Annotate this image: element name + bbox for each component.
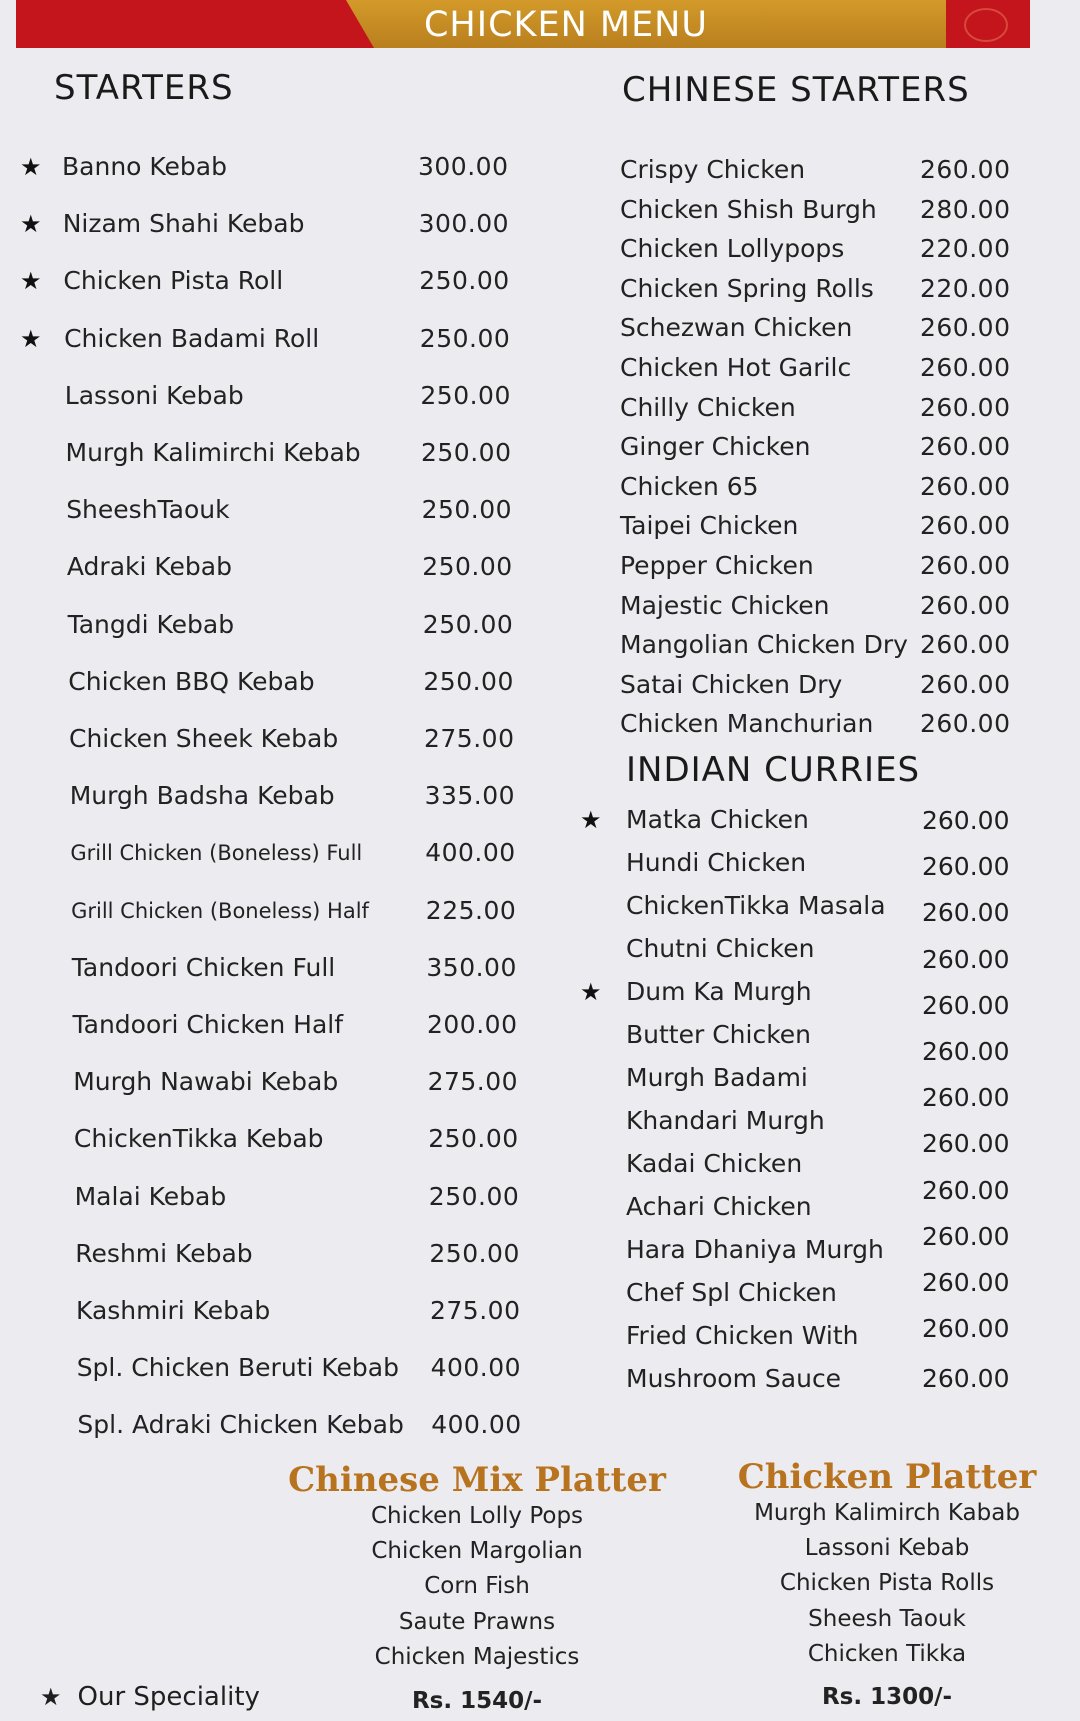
- curry-row: [0, 1230, 900, 1270]
- curry-item-price: 260.00: [922, 898, 1010, 928]
- chinese-starters-row: [0, 229, 1060, 269]
- chinese-mix-platter-item: Chicken Majestics: [374, 1643, 580, 1670]
- chinese-starters-row: [0, 308, 1060, 348]
- chinese-mix-platter-item: Chicken Margolian: [371, 1538, 583, 1565]
- starters-row: [0, 1405, 540, 1445]
- starter-item-name: SheeshTaouk: [66, 495, 230, 525]
- chinese-item-price: 260.00: [920, 313, 1011, 343]
- chinese-starters-row: [0, 665, 1060, 705]
- curry-item-name: Fried Chicken With: [626, 1321, 859, 1350]
- curry-row: [0, 1144, 900, 1184]
- chinese-mix-platter-title: Chinese Mix Platter: [288, 1460, 666, 1500]
- starter-item-price: 275.00: [427, 1067, 519, 1097]
- starter-item-price: 250.00: [419, 266, 510, 296]
- curry-item-price: 260.00: [922, 1221, 1010, 1251]
- curry-item-price: 260.00: [922, 1037, 1010, 1066]
- chinese-item-name: Schezwan Chicken: [620, 313, 853, 343]
- starter-item-price: 250.00: [420, 380, 511, 410]
- chicken-platter-item: Sheesh Taouk: [808, 1605, 966, 1632]
- starter-item-price: 400.00: [430, 1353, 522, 1383]
- starters-heading: STARTERS: [54, 68, 234, 108]
- chinese-item-name: Majestic Chicken: [620, 590, 830, 620]
- curry-row: [0, 1058, 900, 1098]
- curry-row: [0, 800, 900, 840]
- starter-item-name: Spl. Chicken Beruti Kebab: [76, 1353, 399, 1383]
- curry-item-price: 260.00: [922, 806, 1010, 835]
- curry-item-name: Kadai Chicken: [626, 1149, 803, 1178]
- curry-row: [0, 1359, 900, 1399]
- chinese-item-price: 260.00: [920, 630, 1011, 660]
- chinese-item-price: 280.00: [920, 194, 1011, 224]
- starter-item-name: Kashmiri Kebab: [76, 1296, 271, 1325]
- starter-item-price: 200.00: [427, 1010, 518, 1039]
- chinese-item-name: Mangolian Chicken Dry: [620, 630, 908, 660]
- curry-item-name: Chutni Chicken: [626, 934, 815, 963]
- starter-item-name: Reshmi Kebab: [75, 1238, 253, 1268]
- speciality-legend: [40, 1682, 260, 1712]
- starter-item-price: 400.00: [431, 1410, 522, 1440]
- starter-item-name: Lassoni Kebab: [64, 380, 244, 410]
- chinese-item-price: 260.00: [920, 353, 1011, 382]
- star-icon: ★: [20, 210, 42, 239]
- starter-item-price: 250.00: [421, 495, 513, 525]
- chinese-item-name: Satai Chicken Dry: [620, 669, 843, 699]
- chinese-item-price: 260.00: [920, 432, 1011, 462]
- starter-item-name: Tangdi Kebab: [67, 609, 235, 639]
- curry-row: [0, 1273, 900, 1313]
- curry-row: [0, 1015, 900, 1055]
- starter-item-price: 400.00: [425, 838, 516, 868]
- curry-item-price: 260.00: [922, 1314, 1010, 1344]
- starter-item-price: 250.00: [423, 666, 514, 696]
- star-icon: ★: [580, 806, 602, 834]
- starter-item-name: Murgh Kalimirchi Kebab: [65, 438, 361, 467]
- starter-item-name: Tandoori Chicken Half: [72, 1010, 344, 1039]
- starter-item-price: 250.00: [428, 1124, 519, 1154]
- curry-item-price: 260.00: [922, 1129, 1010, 1159]
- starter-item-name: Malai Kebab: [74, 1181, 227, 1211]
- curry-item-name: Mushroom Sauce: [626, 1364, 842, 1393]
- starter-item-price: 250.00: [419, 323, 511, 353]
- starter-item-price: 275.00: [430, 1296, 521, 1325]
- chinese-starters-row: [0, 467, 1060, 507]
- starter-item-name: Grill Chicken (Boneless) Full: [70, 841, 363, 866]
- chinese-starters-row: [0, 150, 1060, 190]
- curry-row: [0, 972, 900, 1012]
- starter-item-name: Chicken Sheek Kebab: [69, 724, 339, 753]
- starter-item-price: 350.00: [426, 952, 517, 982]
- curry-item-name: Hara Dhaniya Murgh: [626, 1235, 884, 1264]
- curry-item-price: 260.00: [922, 944, 1010, 974]
- curry-row: [0, 1187, 900, 1227]
- curry-item-name: Chef Spl Chicken: [626, 1278, 837, 1307]
- chicken-platter-title: Chicken Platter: [737, 1457, 1037, 1497]
- star-icon: ★: [20, 153, 42, 181]
- chinese-item-name: Pepper Chicken: [620, 551, 814, 580]
- chicken-platter-price: Rs. 1300/-: [821, 1684, 953, 1710]
- starter-item-price: 250.00: [428, 1181, 520, 1211]
- menu-title: CHICKEN MENU: [423, 5, 708, 45]
- starter-item-price: 275.00: [424, 724, 515, 753]
- curry-row: [0, 886, 900, 926]
- chinese-item-name: Chicken 65: [620, 471, 759, 501]
- chinese-starters-heading: CHINESE STARTERS: [622, 70, 970, 110]
- chinese-item-name: Chicken Hot Garilc: [620, 353, 852, 382]
- curry-item-name: Matka Chicken: [626, 805, 809, 834]
- curry-row: [0, 1101, 900, 1141]
- curry-item-price: 260.00: [922, 1083, 1010, 1113]
- starter-item-price: 300.00: [418, 209, 510, 239]
- starter-item-name: Adraki Kebab: [66, 552, 232, 582]
- chinese-item-name: Taipei Chicken: [620, 511, 799, 541]
- chinese-item-price: 220.00: [920, 273, 1011, 303]
- chinese-item-name: Crispy Chicken: [620, 155, 806, 184]
- chinese-item-name: Chicken Manchurian: [620, 709, 874, 739]
- star-icon: ★: [20, 267, 42, 296]
- curry-item-name: Achari Chicken: [626, 1192, 812, 1221]
- banner-red-left: [16, 0, 376, 48]
- indian-curries-heading: INDIAN CURRIES: [626, 750, 921, 790]
- brand-emblem-icon: [964, 8, 1008, 42]
- chinese-item-name: Chicken Shish Burgh: [620, 194, 877, 224]
- starter-item-name: Chicken BBQ Kebab: [68, 666, 315, 696]
- chinese-item-price: 260.00: [920, 669, 1011, 699]
- starter-item-price: 335.00: [424, 781, 516, 811]
- chicken-platter-item: Murgh Kalimirch Kabab: [754, 1500, 1020, 1526]
- chinese-item-name: Chilly Chicken: [620, 392, 796, 422]
- speciality-legend-text: Our Speciality: [77, 1682, 260, 1712]
- starter-item-name: Murgh Badsha Kebab: [69, 781, 335, 811]
- chinese-starters-row: [0, 546, 1060, 586]
- starter-item-price: 250.00: [422, 552, 513, 582]
- curry-item-price: 260.00: [922, 990, 1010, 1020]
- star-icon: ★: [40, 1683, 62, 1711]
- chinese-starters-row: [0, 625, 1060, 665]
- chinese-mix-platter-price: Rs. 1540/-: [411, 1688, 543, 1714]
- starter-item-price: 250.00: [421, 438, 512, 467]
- curry-item-price: 260.00: [922, 852, 1010, 882]
- chinese-mix-platter-item: Corn Fish: [424, 1573, 530, 1600]
- chinese-item-price: 260.00: [920, 392, 1011, 422]
- starter-item-price: 250.00: [429, 1238, 520, 1268]
- chinese-mix-platter-item: Chicken Lolly Pops: [370, 1503, 584, 1529]
- chinese-mix-platter-item: Saute Prawns: [398, 1608, 556, 1635]
- curry-item-name: Butter Chicken: [626, 1020, 812, 1049]
- curry-item-price: 260.00: [922, 1268, 1010, 1297]
- starter-item-name: Spl. Adraki Chicken Kebab: [77, 1410, 404, 1440]
- chicken-platter-item: Lassoni Kebab: [804, 1535, 970, 1562]
- chinese-item-price: 220.00: [920, 234, 1011, 264]
- starter-item-name: Chicken Badami Roll: [64, 323, 320, 353]
- chinese-starters-row: [0, 427, 1060, 467]
- chinese-starters-row: [0, 269, 1060, 309]
- chinese-starters-row: [0, 704, 1060, 744]
- chinese-item-price: 260.00: [920, 590, 1011, 620]
- curry-item-name: Dum Ka Murgh: [626, 977, 812, 1006]
- starter-item-name: Tandoori Chicken Full: [71, 952, 336, 982]
- curry-item-price: 260.00: [922, 1175, 1010, 1205]
- starter-item-name: ChickenTikka Kebab: [73, 1124, 324, 1154]
- curry-item-name: ChickenTikka Masala: [626, 891, 886, 920]
- chinese-starters-row: [0, 190, 1060, 230]
- chicken-platter-item: Chicken Pista Rolls: [779, 1570, 995, 1597]
- chinese-item-name: Chicken Spring Rolls: [620, 273, 874, 303]
- chicken-platter-item: Chicken Tikka: [807, 1640, 967, 1667]
- starter-item-name: Nizam Shahi Kebab: [62, 209, 305, 239]
- star-icon: ★: [580, 978, 602, 1006]
- curry-item-name: Hundi Chicken: [626, 848, 807, 877]
- curry-item-name: Khandari Murgh: [626, 1106, 825, 1135]
- starter-item-price: 250.00: [422, 609, 514, 639]
- chinese-item-price: 260.00: [920, 155, 1011, 184]
- starter-item-name: Murgh Nawabi Kebab: [73, 1067, 339, 1097]
- star-icon: ★: [20, 324, 42, 353]
- chinese-item-name: Chicken Lollypops: [620, 234, 845, 264]
- chinese-starters-row: [0, 586, 1060, 626]
- starter-item-name: Grill Chicken (Boneless) Half: [71, 898, 369, 923]
- curry-item-name: Murgh Badami: [626, 1063, 808, 1092]
- starter-item-price: 225.00: [425, 895, 517, 925]
- menu-header-banner: [16, 0, 1030, 48]
- curry-row: [0, 929, 900, 969]
- chinese-starters-row: [0, 348, 1060, 388]
- curry-item-price: 260.00: [922, 1364, 1010, 1393]
- starter-item-name: Banno Kebab: [62, 152, 227, 181]
- chinese-item-price: 260.00: [920, 511, 1011, 541]
- chinese-item-name: Ginger Chicken: [620, 432, 811, 462]
- curry-row: [0, 843, 900, 883]
- chinese-item-price: 260.00: [920, 551, 1011, 580]
- chinese-starters-row: [0, 506, 1060, 546]
- curry-row: [0, 1316, 900, 1356]
- chinese-item-price: 260.00: [920, 471, 1011, 501]
- starter-item-price: 300.00: [418, 152, 509, 181]
- chinese-item-price: 260.00: [920, 709, 1011, 739]
- chinese-starters-row: [0, 388, 1060, 428]
- starter-item-name: Chicken Pista Roll: [63, 266, 284, 296]
